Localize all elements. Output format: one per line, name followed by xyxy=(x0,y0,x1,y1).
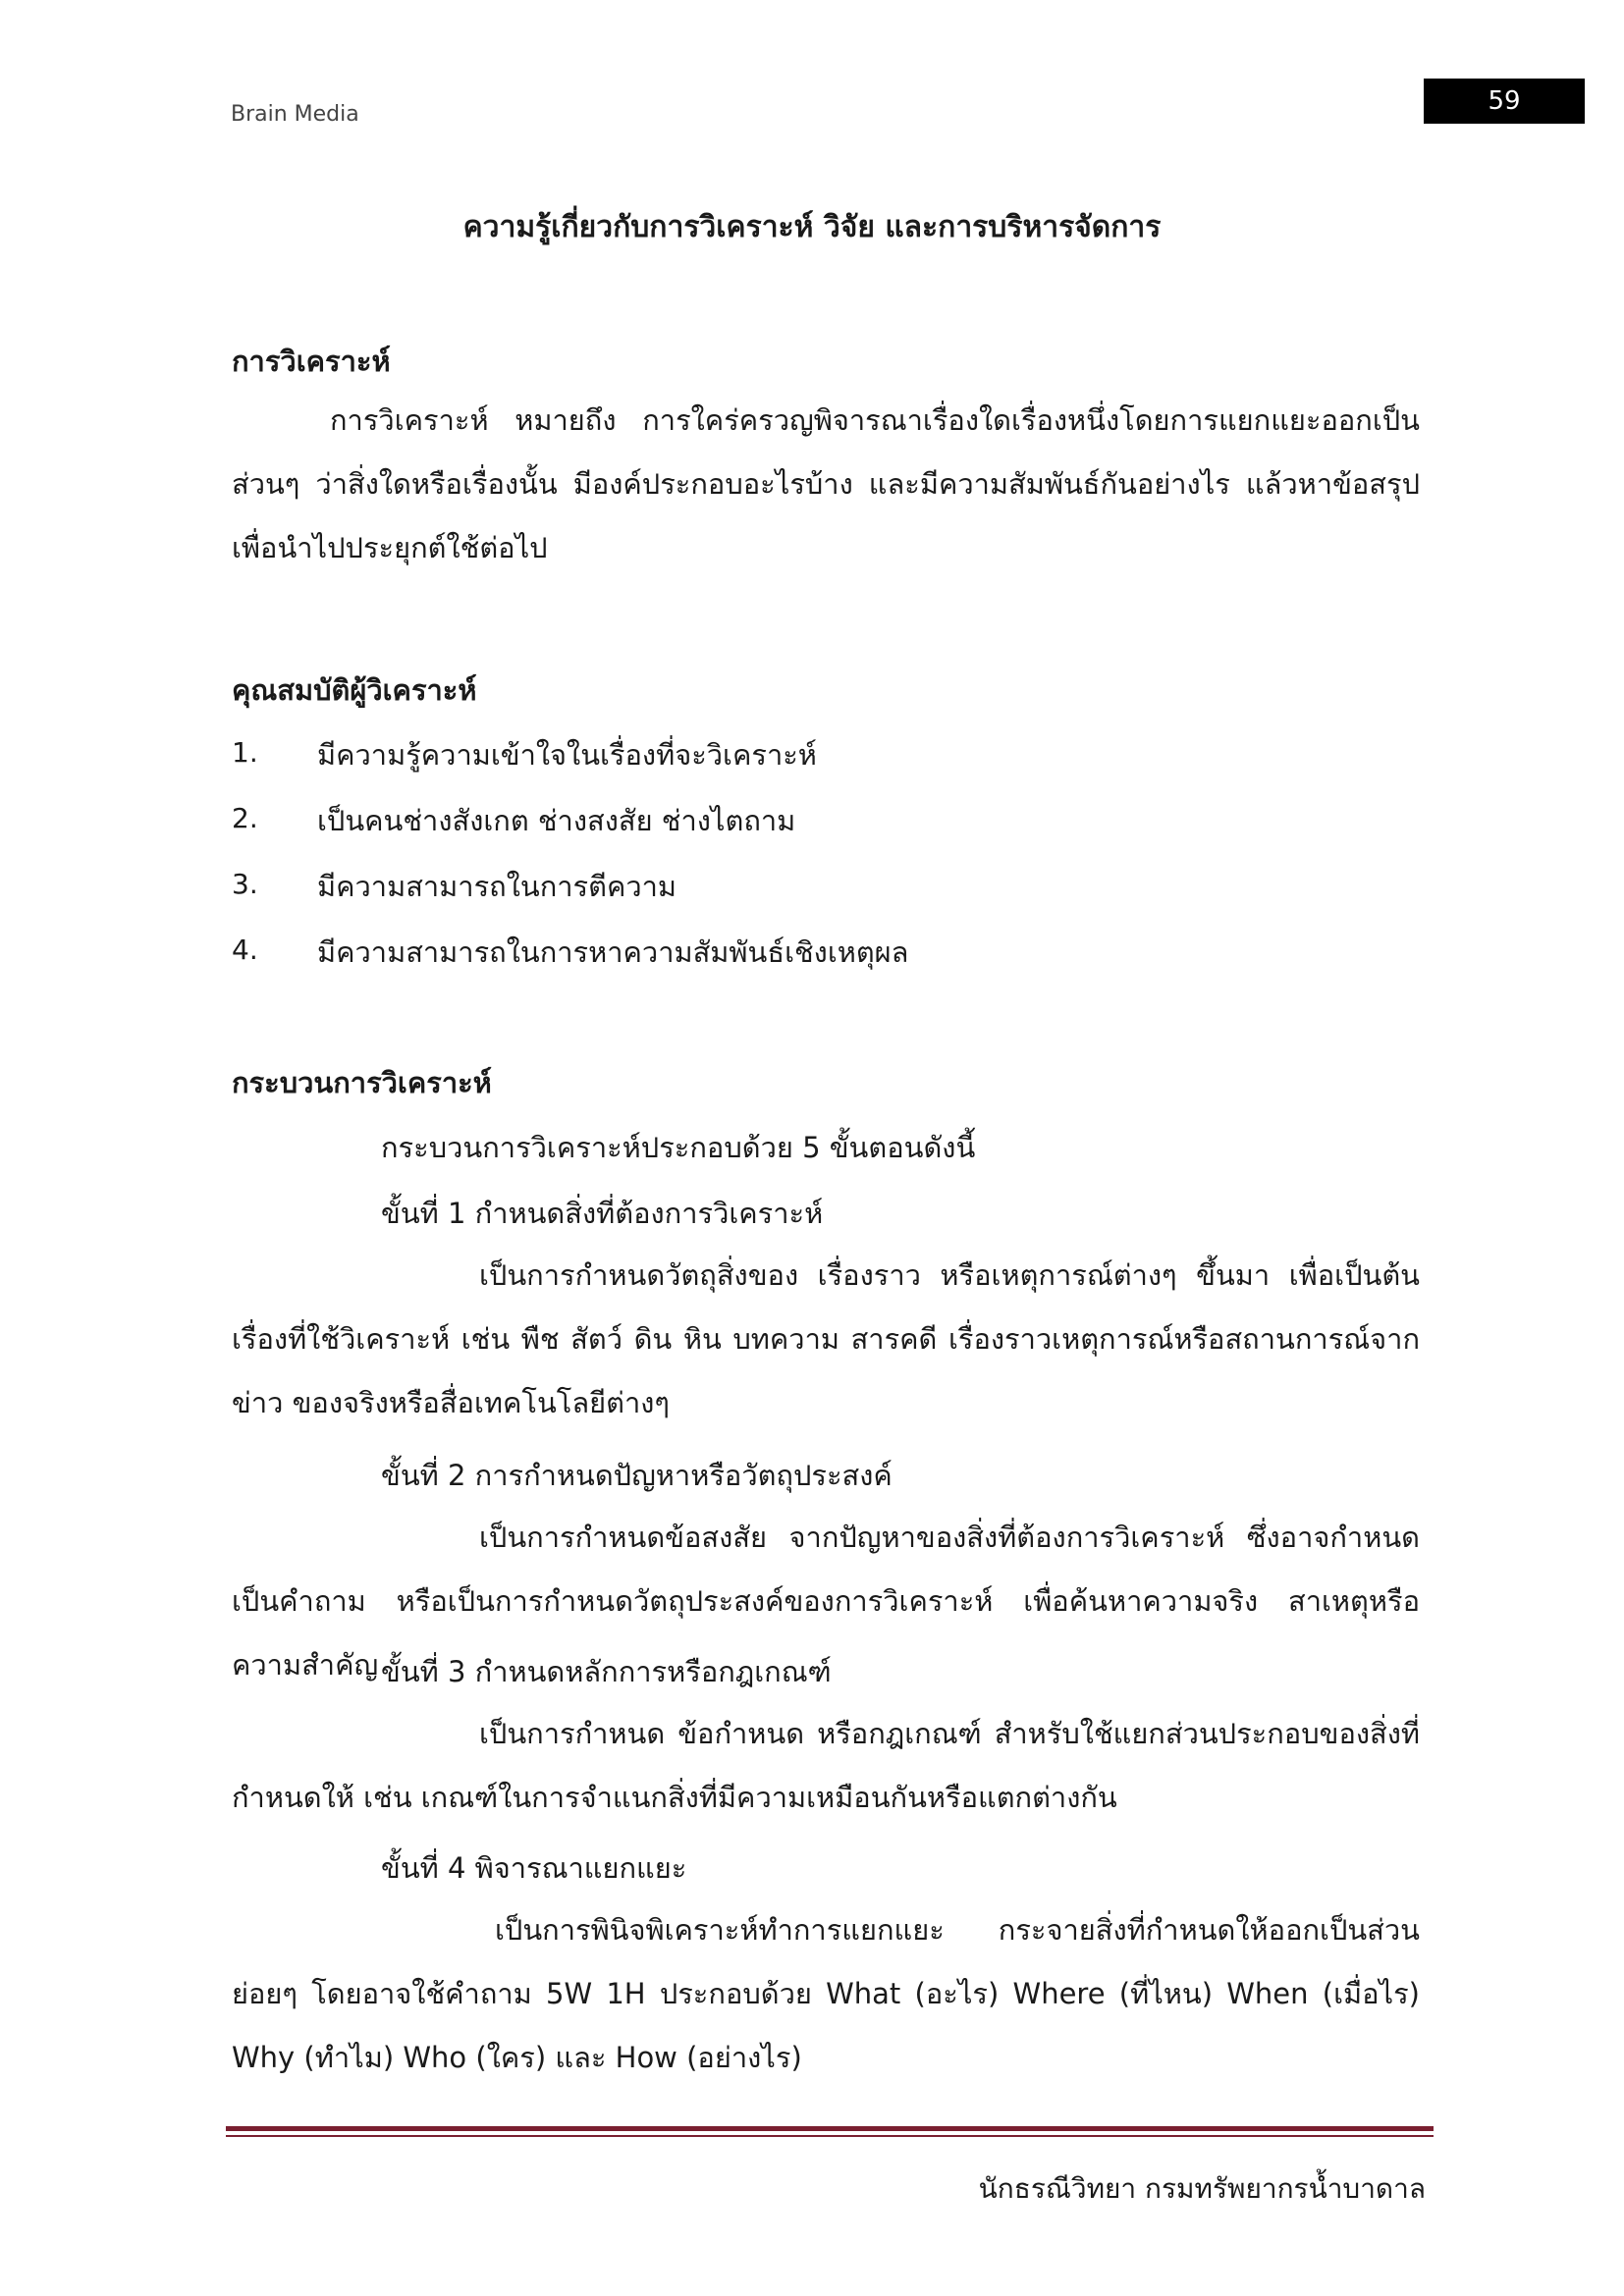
analysis-definition-paragraph: การวิเคราะห์ หมายถึง การใคร่ครวญพิจารณาเรื่องใดเรื่องหนึ่งโดยการแยกแยะออกเป็นส่วนๆ ว่าสิ่งใดหรือเรื่องนั้น มีองค์ประกอบอะไรบ้าง และมีความสัมพันธ์กันอย่างไร แล้วหาข้อสรุปเพื่อนำไปประยุกต์ใช้ต่อไป xyxy=(232,403,1420,564)
step-1-title: ขั้นที่ 1 กำหนดสิ่งที่ต้องการวิเคราะห์ xyxy=(381,1197,824,1230)
step-4-body: เป็นการพินิจพิเคราะห์ทำการแยกแยะ กระจายสิ่งที่กำหนดให้ออกเป็นส่วนย่อยๆ โดยอาจใช้คำถาม 5W 1H ประกอบด้วย What (อะไร) Where (ที่ไหน) When (เมื่อไร) Why (ทำไม) Who (ใคร) และ How (อย่างไร) xyxy=(232,1913,1420,2074)
list-item-number: 1. xyxy=(232,736,258,769)
section-heading-analysis: การวิเคราะห์ xyxy=(232,345,391,378)
section-heading-analysis-process: กระบวนการวิเคราะห์ xyxy=(232,1066,492,1099)
step-4-title: ขั้นที่ 4 พิจารณาแยกแยะ xyxy=(381,1851,687,1885)
list-item-number: 4. xyxy=(232,934,258,966)
list-item-number: 2. xyxy=(232,802,258,834)
step-1-body: เป็นการกำหนดวัตถุสิ่งของ เรื่องราว หรือเหตุการณ์ต่างๆ ขึ้นมา เพื่อเป็นต้นเรื่องที่ใช้วิเคราะห์ เช่น พืช สัตว์ ดิน หิน บทความ สารคดี เรื่องราวเหตุการณ์หรือสถานการณ์จากข่าว ของจริงหรือสื่อเทคโนโลยีต่างๆ xyxy=(232,1258,1420,1419)
page-number-badge: 59 xyxy=(1424,79,1585,124)
footer-author: นักธรณีวิทยา กรมทรัพยากรน้ำบาดาล xyxy=(978,2172,1426,2205)
step-2-title: ขั้นที่ 2 การกำหนดปัญหาหรือวัตถุประสงค์ xyxy=(381,1459,893,1492)
page-title: ความรู้เกี่ยวกับการวิเคราะห์ วิจัย และการบริหารจัดการ xyxy=(462,210,1162,244)
step-2-body: เป็นการกำหนดข้อสงสัย จากปัญหาของสิ่งที่ต้องการวิเคราะห์ ซึ่งอาจกำหนดเป็นคำถาม หรือเป็นการกำหนดวัตถุประสงค์ของการวิเคราะห์ เพื่อค้นหาความจริง สาเหตุหรือความสำคัญ xyxy=(232,1521,1420,1682)
list-item-text: เป็นคนช่างสังเกต ช่างสงสัย ช่างไตถาม xyxy=(317,804,796,837)
list-item-text: มีความสามารถในการหาความสัมพันธ์เชิงเหตุผล xyxy=(317,935,909,969)
process-intro: กระบวนการวิเคราะห์ประกอบด้วย 5 ขั้นตอนดังนี้ xyxy=(381,1131,976,1164)
step-3-body: เป็นการกำหนด ข้อกำหนด หรือกฎเกณฑ์ สำหรับใช้แยกส่วนประกอบของสิ่งที่กำหนดให้ เช่น เกณฑ์ในการจำแนกสิ่งที่มีความเหมือนกันหรือแตกต่างกัน xyxy=(232,1717,1420,1814)
step-3-title: ขั้นที่ 3 กำหนดหลักการหรือกฎเกณฑ์ xyxy=(381,1655,832,1688)
list-item-number: 3. xyxy=(232,868,258,900)
list-item-text: มีความรู้ความเข้าใจในเรื่องที่จะวิเคราะห์ xyxy=(317,738,817,772)
publisher-label: Brain Media xyxy=(231,102,359,127)
footer-divider-thin xyxy=(226,2135,1434,2137)
footer-divider-thick xyxy=(226,2126,1434,2131)
list-item-text: มีความสามารถในการตีความ xyxy=(317,870,677,903)
section-heading-analyst-qualifications: คุณสมบัติผู้วิเคราะห์ xyxy=(232,673,477,707)
